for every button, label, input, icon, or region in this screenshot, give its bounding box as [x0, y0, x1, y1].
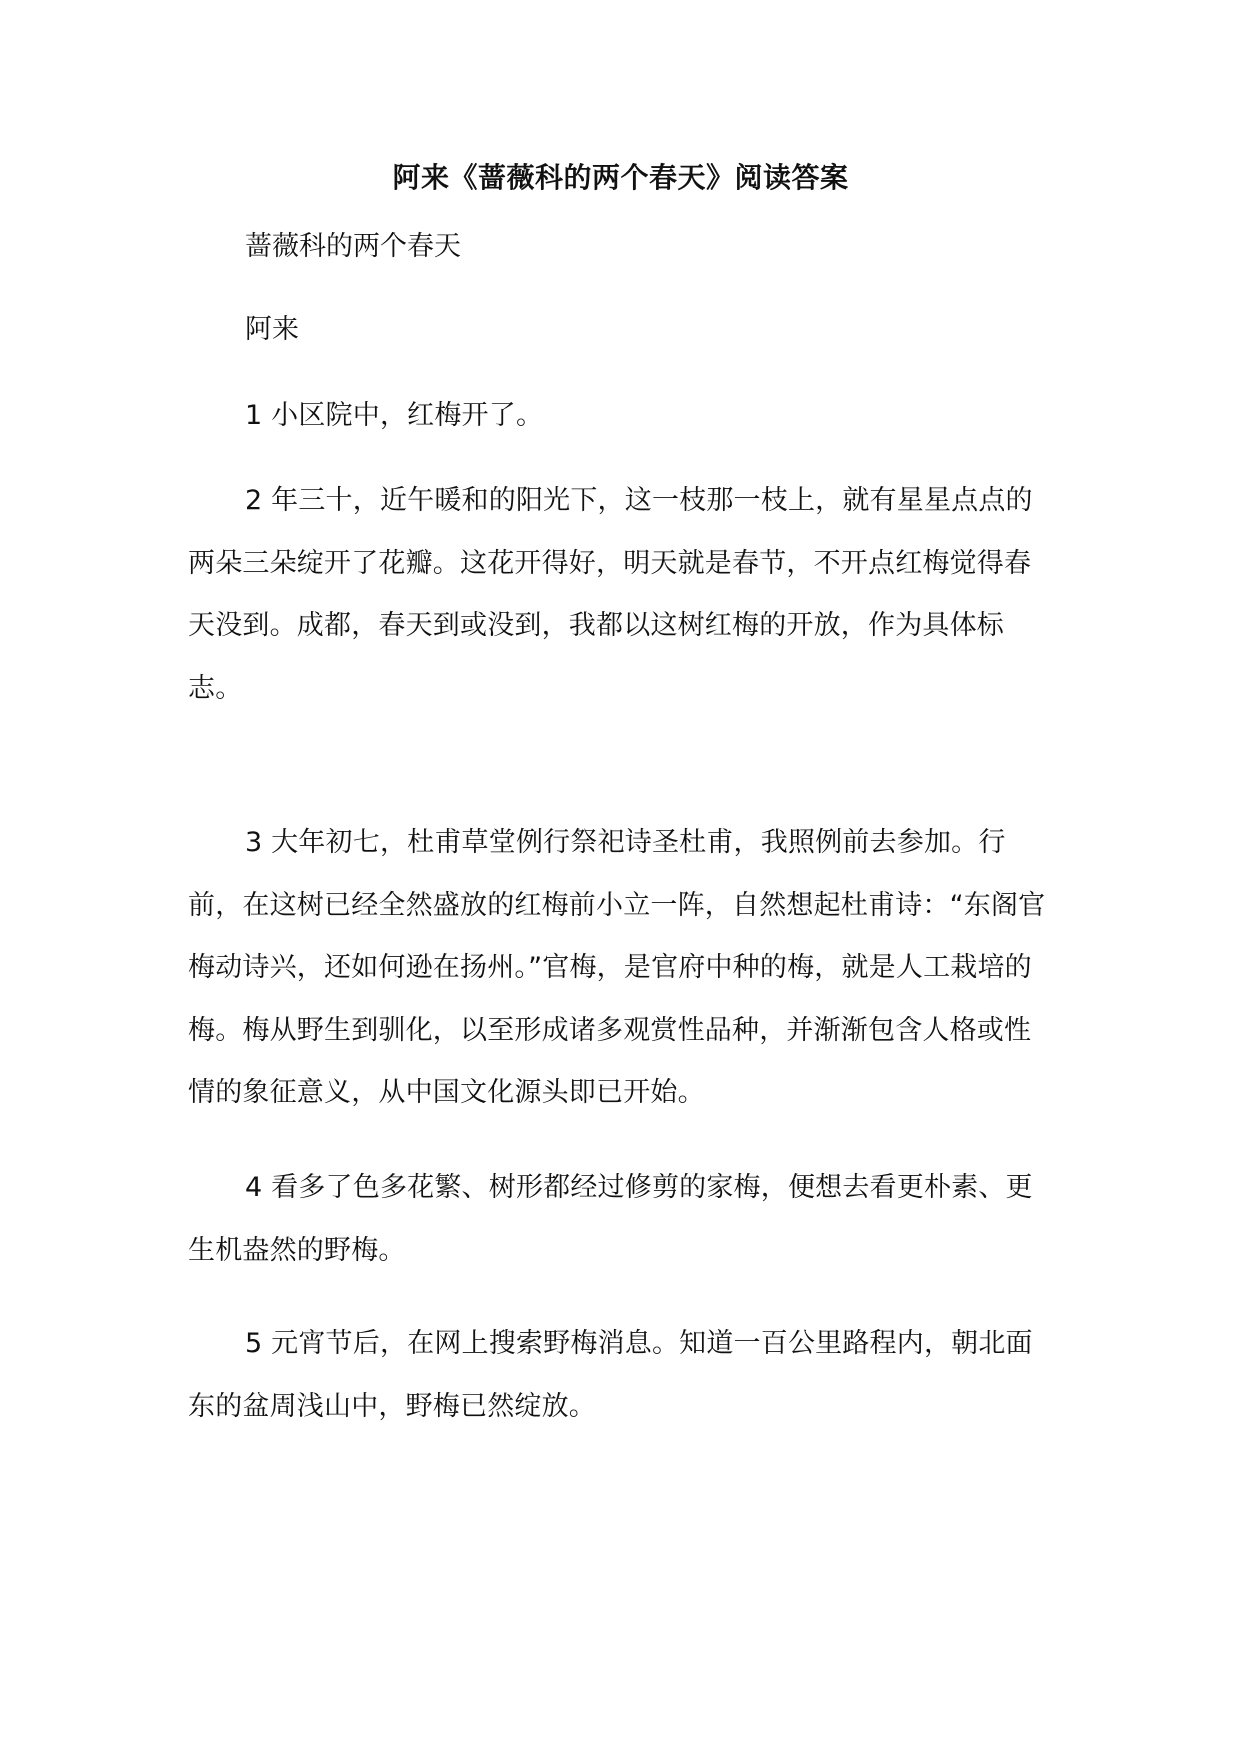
article-author: 阿来 [245, 314, 299, 345]
document-title: 阿来《蔷薇科的两个春天》阅读答案 [392, 161, 849, 194]
paragraph-2: 2 年三十，近午暖和的阳光下，这一枝那一枝上，就有星星点点的两朵三朵绽开了花瓣。这花开得好，明天就是春节，不开点红梅觉得春天没到。成都，春天到或没到，我都以这树红梅的开放，作为具体标志。 [188, 485, 1033, 704]
paragraph-3: 3 大年初七，杜甫草堂例行祭祀诗圣杜甫，我照例前去参加。行前，在这树已经全然盛放的红梅前小立一阵，自然想起杜甫诗：“东阁官梅动诗兴，还如何逊在扬州。”官梅，是官府中种的梅，就是人工栽培的梅。梅从野生到驯化，以至形成诸多观赏性品种，并渐渐包含人格或性情的象征意义，从中国文化源头即已开始。 [188, 827, 1046, 1108]
paragraph-4: 4 看多了色多花繁、树形都经过修剪的家梅，便想去看更朴素、更生机盎然的野梅。 [188, 1172, 1033, 1266]
paragraph-1: 1 小区院中，红梅开了。 [245, 400, 544, 431]
article-title: 蔷薇科的两个春天 [245, 231, 461, 262]
paragraph-5: 5 元宵节后，在网上搜索野梅消息。知道一百公里路程内，朝北面东的盆周浅山中，野梅已然绽放。 [188, 1328, 1033, 1422]
